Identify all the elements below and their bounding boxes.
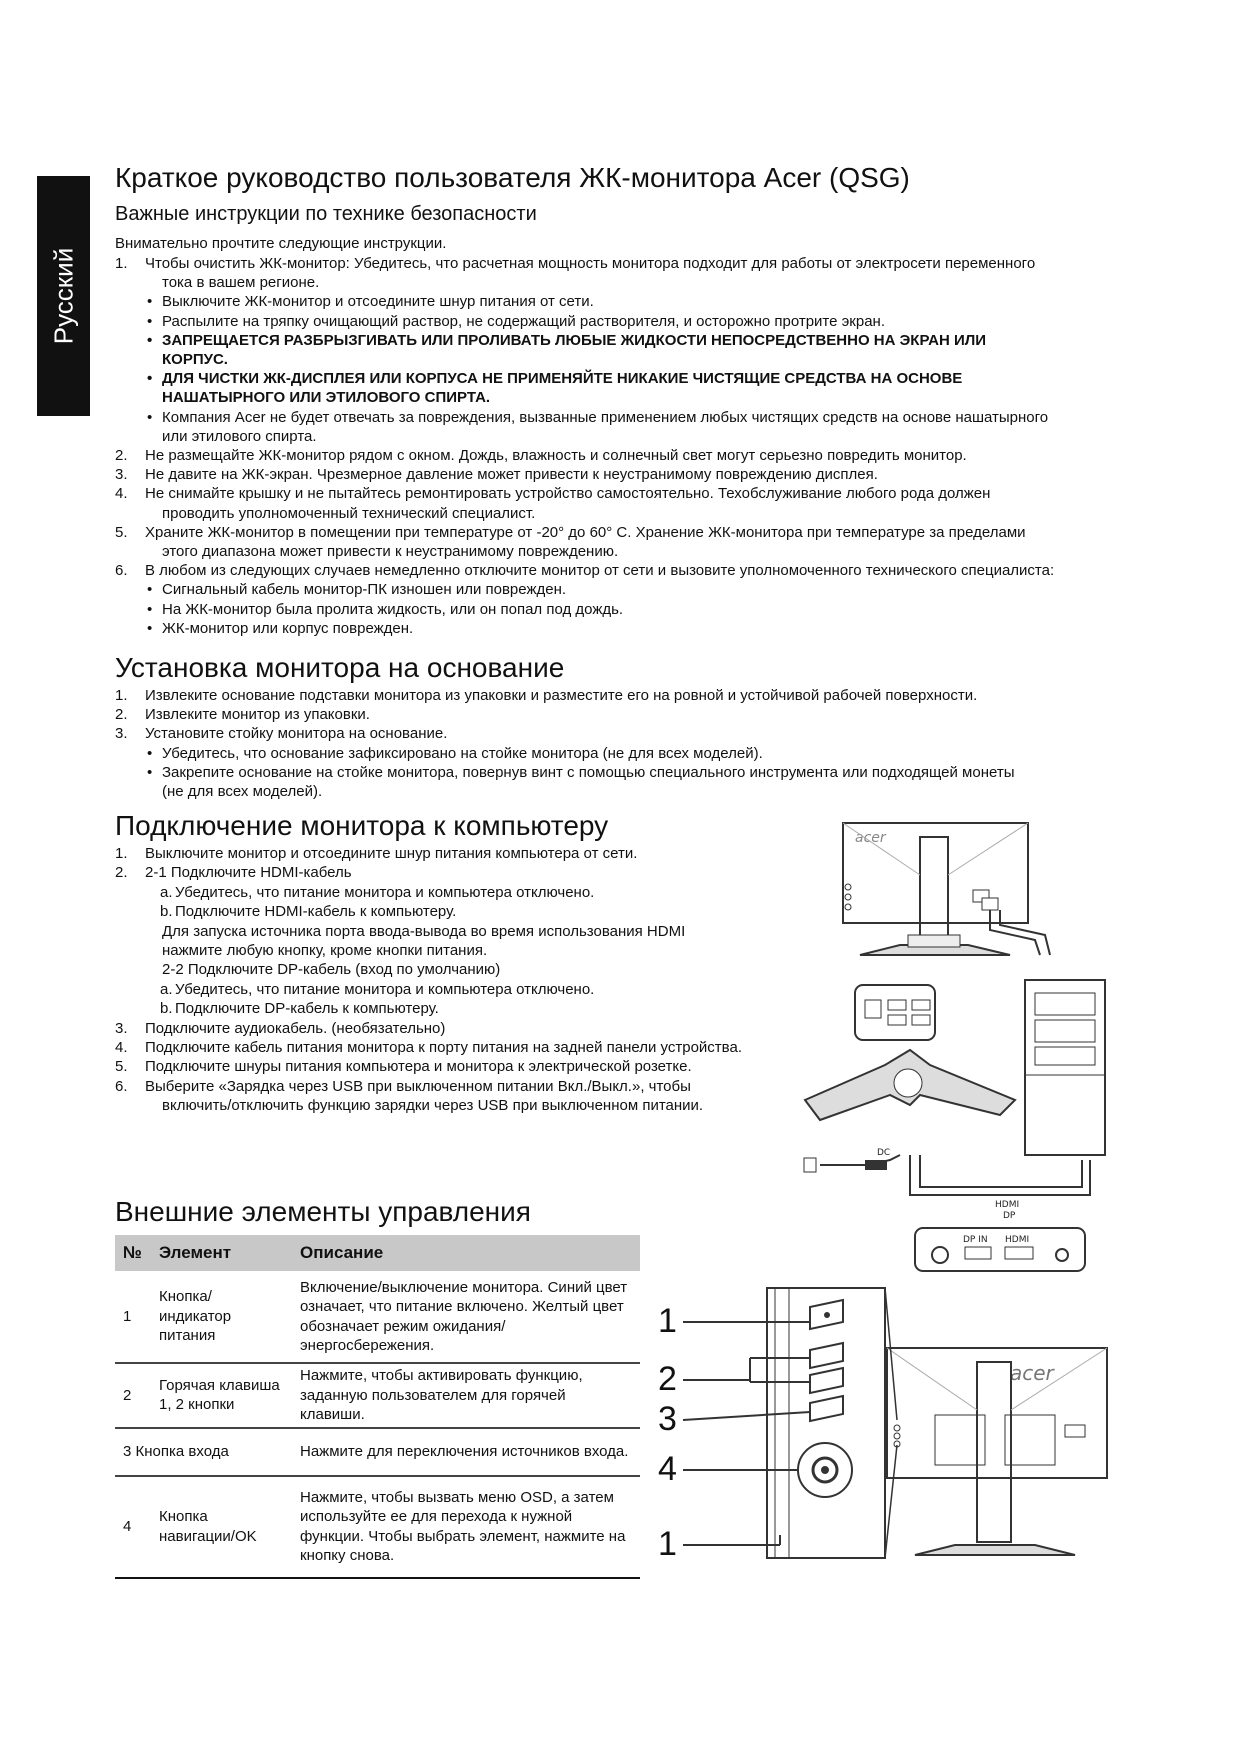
hotkey-2-button <box>810 1368 843 1393</box>
controls-heading: Внешние элементы управления <box>115 1196 531 1227</box>
list-marker: • <box>147 763 153 781</box>
row-element: Кнопка/ индикатор питания <box>151 1271 292 1363</box>
list-text: Выключите монитор и отсоедините шнур питания компьютера от сети. <box>145 845 638 862</box>
hdmi-cable-label: HDMI <box>995 1200 1020 1210</box>
input-button <box>810 1396 843 1421</box>
list-text: Не снимайте крышку и не пытайтесь ремонтировать устройство самостоятельно. Техобслуживание любого рода должен <box>145 485 991 503</box>
rear-ports-illustration <box>915 1228 1085 1271</box>
list-text: Подключите HDMI-кабель к компьютеру. <box>175 903 457 921</box>
list-text: Выберите «Зарядка через USB при выключенном питании Вкл./Выкл.», чтобы <box>145 1077 691 1095</box>
callout-1: 1 <box>658 1302 677 1340</box>
connection-diagram <box>800 815 1130 1275</box>
list-text: включить/отключить функцию зарядки через USB при выключенном питании. <box>162 1097 704 1115</box>
list-text: ДЛЯ ЧИСТКИ ЖК-ДИСПЛЕЯ ИЛИ КОРПУСА НЕ ПРИМЕНЯЙТЕ НИКАКИЕ ЧИСТЯЩИЕ СРЕДСТВА НА ОСНОВЕ <box>162 370 963 388</box>
safety-intro: Внимательно прочтите следующие инструкции. <box>115 235 447 252</box>
list-marker: • <box>147 744 153 762</box>
list-text: (не для всех моделей). <box>162 783 323 800</box>
list-text: Подключите шнуры питания компьютера и монитора к электрической розетке. <box>145 1058 692 1076</box>
list-marker: b. <box>160 903 173 921</box>
header-no: № <box>115 1235 151 1271</box>
port-dp-in-label: DP IN <box>963 1235 988 1245</box>
list-text: Закрепите основание на стойке монитора, повернув винт с помощью специального инструмента или подходящей монеты <box>162 763 1015 781</box>
callout-2: 2 <box>658 1360 677 1398</box>
list-marker: • <box>147 600 153 618</box>
row-no: 1 <box>115 1271 151 1363</box>
row-element: Горячая клавиша 1, 2 кнопки <box>151 1363 292 1428</box>
header-element: Элемент <box>151 1235 292 1271</box>
row-description: Нажмите, чтобы вызвать меню OSD, а затем используйте ее для перехода к нужной функции. Чтобы выбрать элемент, нажмите на кнопку снова. <box>292 1476 640 1578</box>
stand-base-illustration <box>805 1050 1015 1120</box>
list-text: Подключите DP-кабель к компьютеру. <box>175 1000 439 1018</box>
table-row <box>115 1428 640 1476</box>
list-text: ЖК-монитор или корпус поврежден. <box>162 619 414 637</box>
table-row <box>115 1271 640 1363</box>
header-description: Описание <box>292 1235 640 1271</box>
controls-table-header <box>115 1235 640 1271</box>
list-text: ЗАПРЕЩАЕТСЯ РАЗБРЫЗГИВАТЬ ИЛИ ПРОЛИВАТЬ ЛЮБЫЕ ЖИДКОСТИ НЕПОСРЕДСТВЕННО НА ЭКРАН ИЛИ <box>162 331 987 349</box>
list-text: нажмите любую кнопку, кроме кнопки питания. <box>162 942 488 959</box>
connect-heading: Подключение монитора к компьютеру <box>115 810 609 841</box>
list-text: Установите стойку монитора на основание. <box>145 725 448 743</box>
list-text: Для запуска источника порта ввода-вывода во время использования HDMI <box>162 922 686 940</box>
list-text: тока в вашем регионе. <box>162 274 320 292</box>
usb-ports-illustration <box>855 985 935 1040</box>
controls-diagram <box>655 1270 1125 1560</box>
list-text: 2-2 Подключите DP-кабель (вход по умолчанию) <box>162 961 501 979</box>
list-text: проводить уполномоченный технический специалист. <box>162 504 536 522</box>
list-marker: • <box>147 408 153 426</box>
list-marker: 1. <box>115 845 128 862</box>
list-text: или этилового спирта. <box>162 427 317 445</box>
language-tab-label: Русский <box>48 247 78 345</box>
list-text: Не размещайте ЖК-монитор рядом с окном. Дождь, влажность и солнечный свет могут серьезно повредить монитор. <box>145 447 967 464</box>
list-marker: 1. <box>115 255 128 272</box>
list-marker: • <box>147 619 153 637</box>
row-no: 4 <box>115 1476 151 1578</box>
list-text: этого диапазона может привести к неустранимому повреждению. <box>162 543 619 560</box>
list-text: Сигнальный кабель монитор-ПК изношен или поврежден. <box>162 581 567 599</box>
list-text: Подключите аудиокабель. (необязательно) <box>145 1019 446 1037</box>
list-text: Не давите на ЖК-экран. Чрезмерное давление может привести к неустранимому повреждению дисплея. <box>145 466 878 484</box>
list-text: НАШАТЫРНОГО ИЛИ ЭТИЛОВОГО СПИРТА. <box>162 389 491 407</box>
list-marker: 1. <box>115 687 128 704</box>
row-element: Кнопка навигации/OK <box>151 1476 292 1578</box>
table-row <box>115 1476 640 1578</box>
install-heading: Установка монитора на основание <box>115 652 565 683</box>
list-marker: 6. <box>115 1077 128 1095</box>
row-description: Включение/выключение монитора. Синий цвет означает, что питание включено. Желтый цвет обозначает режим ожидания/энергосбережения. <box>292 1271 640 1363</box>
list-marker: a. <box>160 883 173 901</box>
callout-3: 3 <box>658 1400 677 1438</box>
list-marker: 3. <box>115 1019 128 1037</box>
list-marker: 2. <box>115 864 128 882</box>
list-text: Компания Acer не будет отвечать за повреждения, вызванные применением любых чистящих средств на основе нашатырного <box>162 408 1049 426</box>
list-marker: • <box>147 331 153 349</box>
pc-tower-illustration <box>1025 980 1105 1155</box>
list-text: Убедитесь, что питание монитора и компьютера отключено. <box>175 883 595 901</box>
table-row <box>115 1363 640 1428</box>
list-text: Храните ЖК-монитор в помещении при температуре от -20° до 60° C. Хранение ЖК-монитора при температуре за пределами <box>145 523 1026 541</box>
list-marker: b. <box>160 1000 173 1018</box>
language-tab <box>37 176 90 416</box>
list-marker: a. <box>160 980 173 998</box>
list-marker: • <box>147 370 153 388</box>
monitor-back-illustration <box>843 823 1050 955</box>
list-marker: 2. <box>115 706 128 724</box>
list-marker: 2. <box>115 447 128 464</box>
list-text: Убедитесь, что питание монитора и компьютера отключено. <box>175 980 595 998</box>
safety-heading: Важные инструкции по технике безопасности <box>115 203 537 225</box>
row-description: Нажмите, чтобы активировать функцию, заданную пользователем для горячей клавиши. <box>292 1363 640 1428</box>
list-marker: 4. <box>115 485 128 503</box>
list-text: На ЖК-монитор была пролита жидкость, или он попал под дождь. <box>162 600 624 618</box>
list-text: Выключите ЖК-монитор и отсоедините шнур питания от сети. <box>162 293 594 311</box>
list-marker: 4. <box>115 1039 128 1056</box>
list-marker: • <box>147 293 153 311</box>
hotkey-1-button <box>810 1343 843 1368</box>
list-text: 2-1 Подключите HDMI-кабель <box>145 864 352 882</box>
list-marker: • <box>147 312 153 330</box>
list-marker: 6. <box>115 562 128 580</box>
page-title: Краткое руководство пользователя ЖК-монитора Acer (QSG) <box>115 162 910 193</box>
row-element: 3 Кнопка входа <box>115 1428 292 1476</box>
row-no: 2 <box>115 1363 151 1428</box>
dc-label: DC <box>877 1148 891 1158</box>
list-text: Извлеките основание подставки монитора из упаковки и разместите его на ровной и устойчивой рабочей поверхности. <box>145 687 978 704</box>
list-marker: • <box>147 581 153 599</box>
port-hdmi-label: HDMI <box>1005 1235 1030 1245</box>
list-marker: 3. <box>115 725 128 743</box>
dp-cable-label: DP <box>1003 1211 1016 1221</box>
diagram-brand-logo: acer <box>855 830 886 846</box>
list-text: Подключите кабель питания монитора к порту питания на задней панели устройства. <box>145 1039 742 1056</box>
list-text: Убедитесь, что основание зафиксировано на стойке монитора (не для всех моделей). <box>162 744 763 762</box>
controls-brand-logo: acer <box>1010 1361 1054 1385</box>
list-text: КОРПУС. <box>162 351 228 368</box>
list-marker: 5. <box>115 1058 128 1076</box>
row-description: Нажмите для переключения источников входа. <box>292 1428 640 1476</box>
list-marker: 3. <box>115 466 128 484</box>
controls-table <box>115 1235 640 1579</box>
list-text: Извлеките монитор из упаковки. <box>145 706 370 724</box>
list-text: Распылите на тряпку очищающий раствор, не содержащий растворителя, и осторожно протрите экран. <box>162 312 885 330</box>
callout-4: 4 <box>658 1450 677 1488</box>
list-text: Чтобы очистить ЖК-монитор: Убедитесь, что расчетная мощность монитора подходит для работы от электросети переменного <box>145 255 1036 272</box>
list-text: В любом из следующих случаев немедленно отключите монитор от сети и вызовите уполномоченного технического специалиста: <box>145 562 1055 580</box>
callout-1b: 1 <box>658 1525 677 1560</box>
list-marker: 5. <box>115 523 128 541</box>
